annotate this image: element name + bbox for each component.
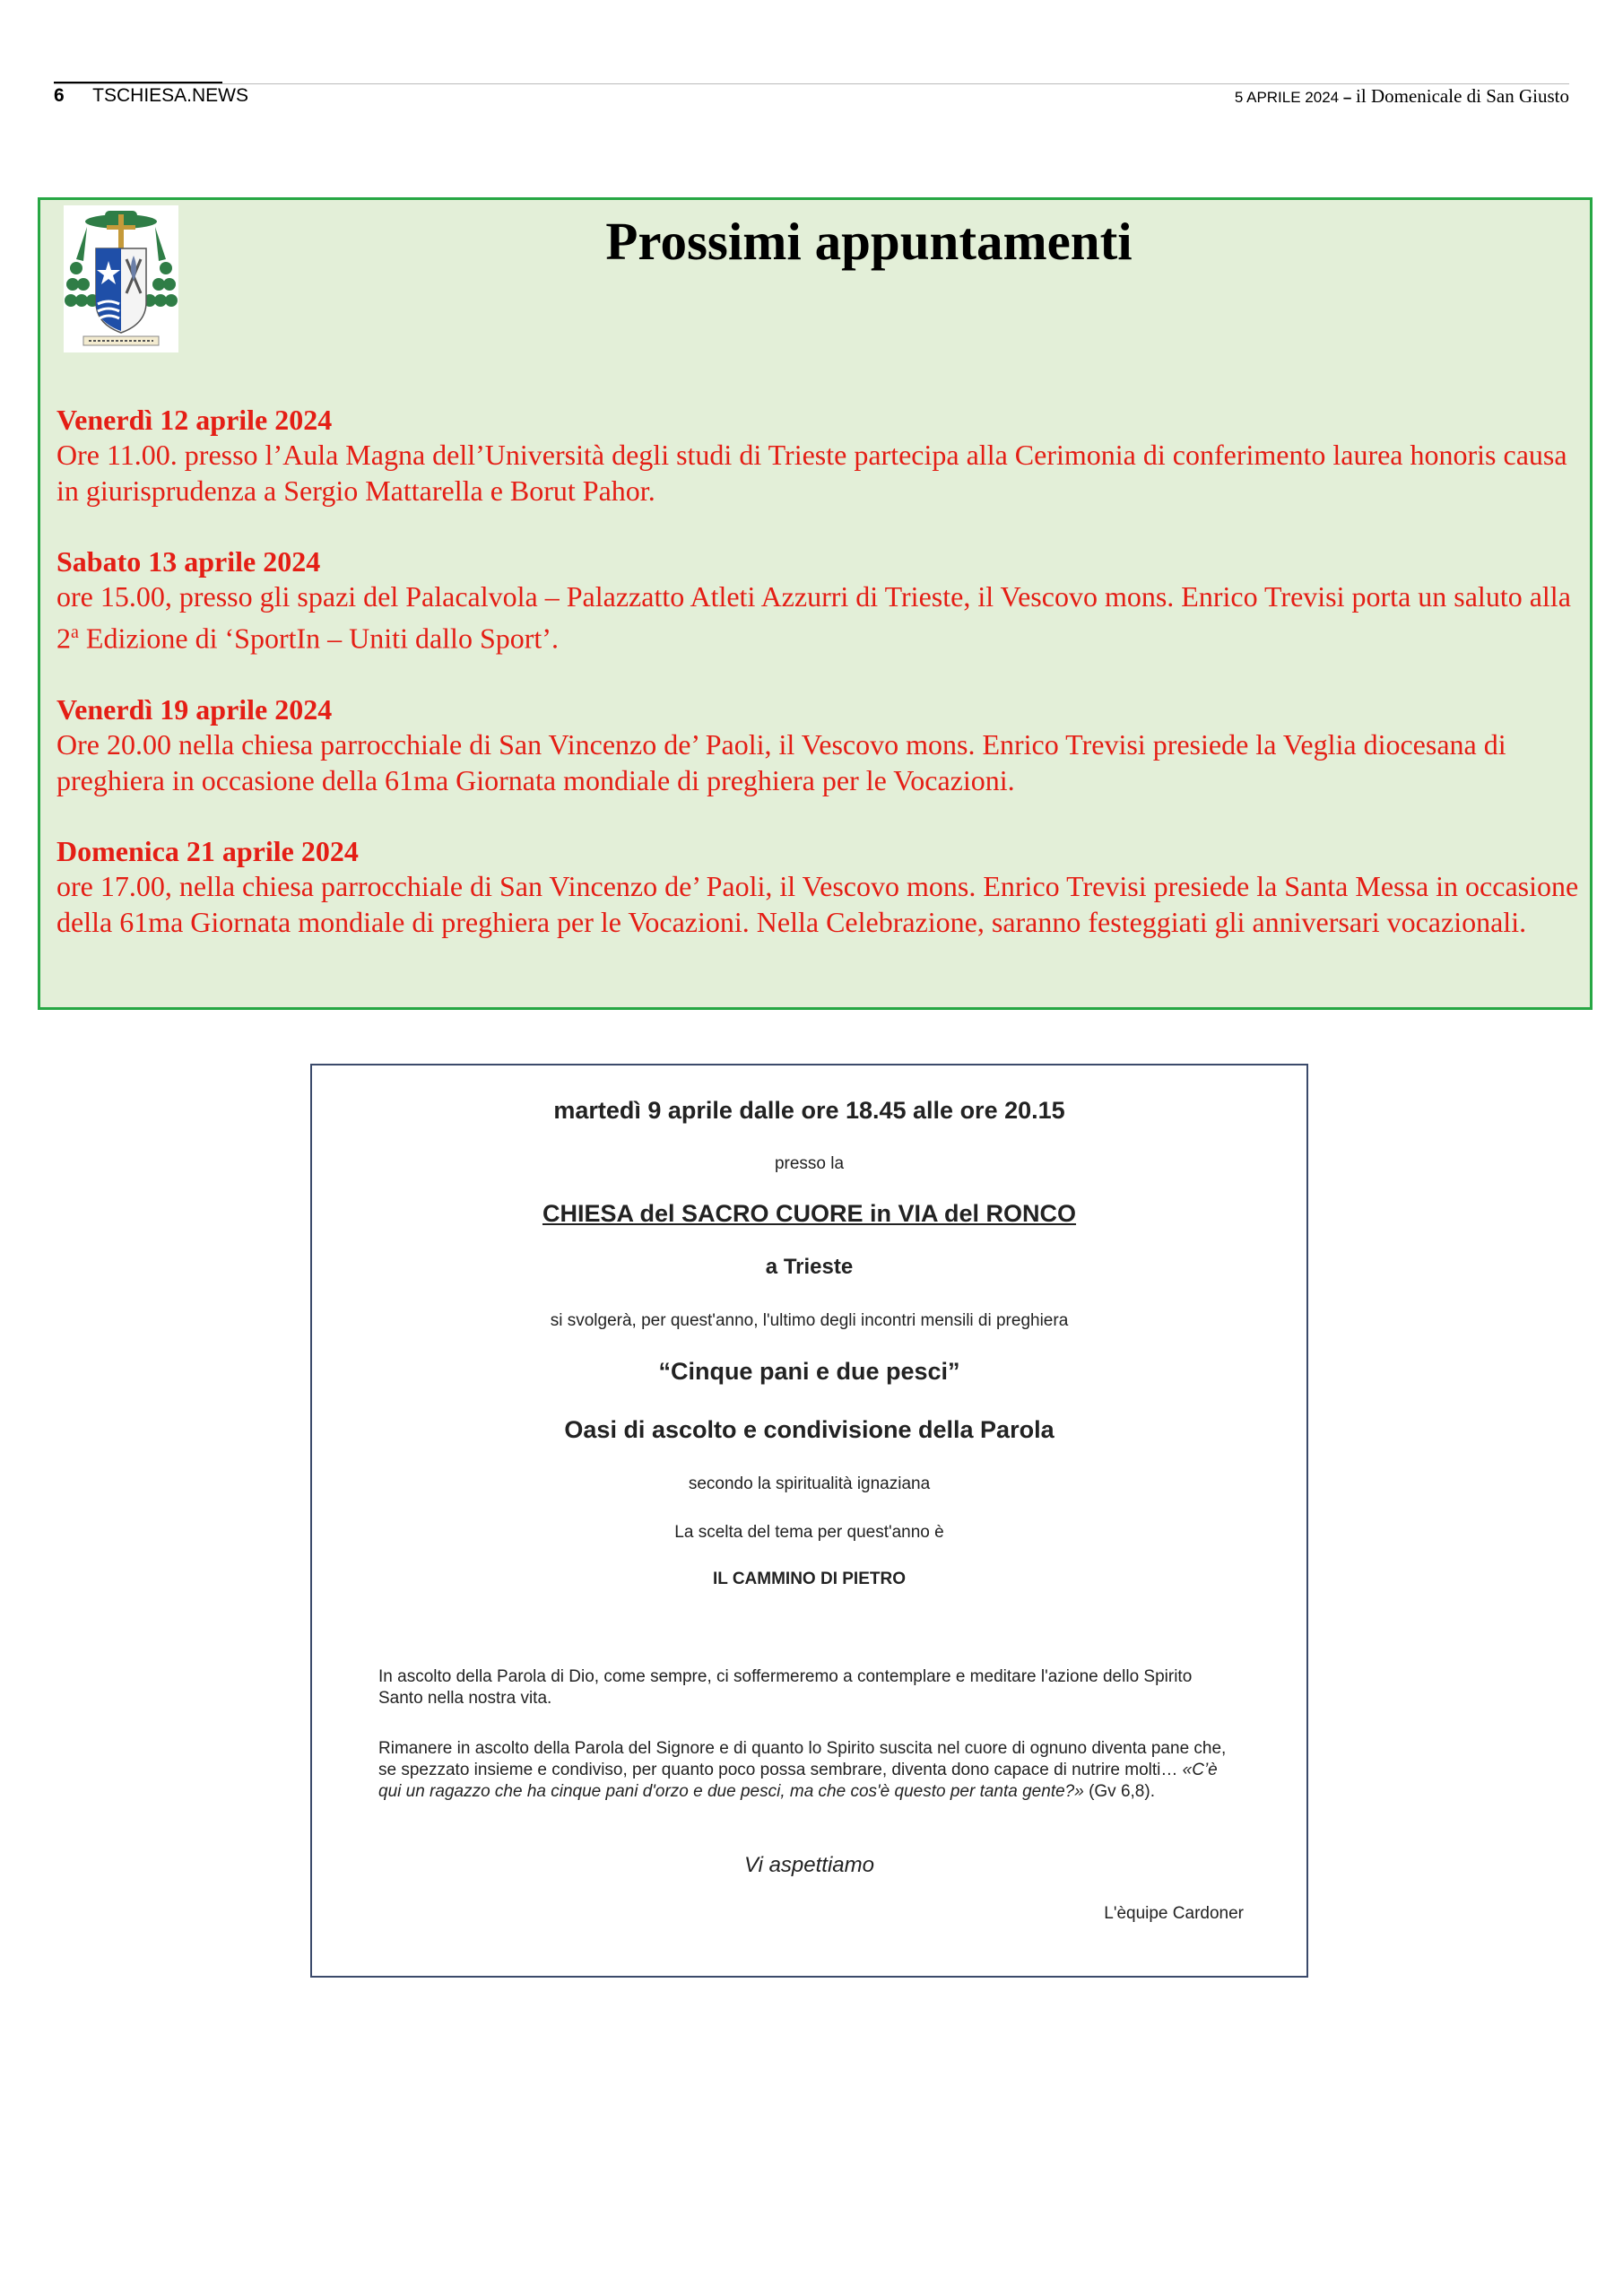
appointments-title: Prossimi appuntamenti — [605, 212, 1133, 271]
prayer-meeting-flyer — [310, 1064, 1308, 1978]
flyer-paragraph — [378, 1738, 1239, 1803]
appointments-box — [38, 197, 1593, 1010]
flyer-signature: L'èquipe Cardoner — [1104, 1904, 1244, 1923]
event-date: Venerdì 19 aprile 2024 — [56, 692, 333, 726]
flyer-closing: Vi aspettiamo — [744, 1853, 874, 1877]
publication-name: il Domenicale di San Giusto — [1356, 85, 1569, 107]
event-description: ore 17.00, nella chiesa parrocchiale di San Vincenzo de’ Paoli, il Vescovo mons. Enrico Trevisi presiede la Santa Messa in occasione della 61ma Giornata mondiale di preghiera per le Vocazioni. Nella Celebrazione, saranno festeggiati gli anniversari vocazionali. — [56, 869, 1579, 938]
events-list — [56, 403, 1581, 976]
gospel-reference: (Gv 6,8). — [1083, 1782, 1155, 1801]
flyer-spirituality: secondo la spiritualità ignaziana — [688, 1474, 931, 1493]
event-description: Ore 11.00. presso l’Aula Magna dell’Università degli studi di Trieste partecipa alla Cerimonia di conferimento laurea honoris causa in giurisprudenza a Sergio Mattarella e Borut Pahor. — [56, 439, 1567, 507]
event-item — [56, 692, 1581, 798]
flyer-meeting-name: “Cinque pani e due pesci” — [658, 1358, 960, 1385]
flyer-paragraph: In ascolto della Parola di Dio, come sempre, ci soffermeremo a contemplare e meditare l'azione dello Spirito Santo nella nostra vita. — [378, 1667, 1193, 1708]
flyer-intro: si svolgerà, per quest'anno, l'ultimo degli incontri mensili di preghiera — [550, 1311, 1069, 1330]
flyer-presso: presso la — [774, 1154, 845, 1173]
paragraph-text: Rimanere in ascolto della Parola del Signore e di quanto lo Spirito suscita nel cuore di ognuno diventa pane che, se spezzato insieme e condiviso, per quanto poco possa sembrare, diventa dono capace di nutrire molti… — [378, 1739, 1227, 1779]
ordinal-superscript: a — [71, 622, 79, 642]
running-header-right — [1235, 85, 1569, 108]
event-item — [56, 544, 1581, 657]
event-description: Ore 20.00 nella chiesa parrocchiale di San Vincenzo de’ Paoli, il Vescovo mons. Enrico Trevisi presiede la Veglia diocesana di preghiera in occasione della 61ma Giornata mondiale di preghiera per le Vocazioni. — [56, 727, 1506, 796]
header-rule — [54, 83, 1569, 84]
page-number: 6 — [54, 85, 65, 106]
flyer-subtitle: Oasi di ascolto e condivisione della Parola — [564, 1416, 1055, 1443]
flyer-city: a Trieste — [765, 1255, 854, 1279]
event-date: Venerdì 12 aprile 2024 — [56, 404, 333, 436]
event-item — [56, 403, 1581, 509]
flyer-datetime: martedì 9 aprile dalle ore 18.45 alle ore 20.15 — [553, 1097, 1065, 1124]
gospel-quote: «C’è qui un ragazzo che ha cinque pani d'orzo e due pesci, ma che cos'è questo per tanta gente?» — [378, 1761, 1218, 1801]
flyer-theme-intro: La scelta del tema per quest'anno è — [674, 1523, 944, 1542]
header-separator: – — [1339, 89, 1357, 106]
running-header-left — [54, 85, 248, 107]
event-date: Domenica 21 aprile 2024 — [56, 834, 359, 867]
site-name: TSCHIESA.NEWS — [92, 85, 249, 106]
event-text-part: Edizione di ‘SportIn – Uniti dallo Sport’. — [78, 622, 559, 655]
event-text-part: ore 15.00, presso gli spazi del Palacalvola – Palazzatto Atleti Azzurri di Trieste, il Vescovo mons. Enrico Trevisi porta un saluto alla 2 — [56, 580, 1571, 655]
flyer-theme: IL CAMMINO DI PIETRO — [713, 1570, 906, 1588]
event-date: Sabato 13 aprile 2024 — [56, 545, 321, 578]
issue-date: 5 APRILE 2024 — [1234, 89, 1340, 106]
event-description — [56, 578, 1581, 657]
flyer-church: CHIESA del SACRO CUORE in VIA del RONCO — [542, 1200, 1077, 1227]
event-item — [56, 834, 1581, 940]
